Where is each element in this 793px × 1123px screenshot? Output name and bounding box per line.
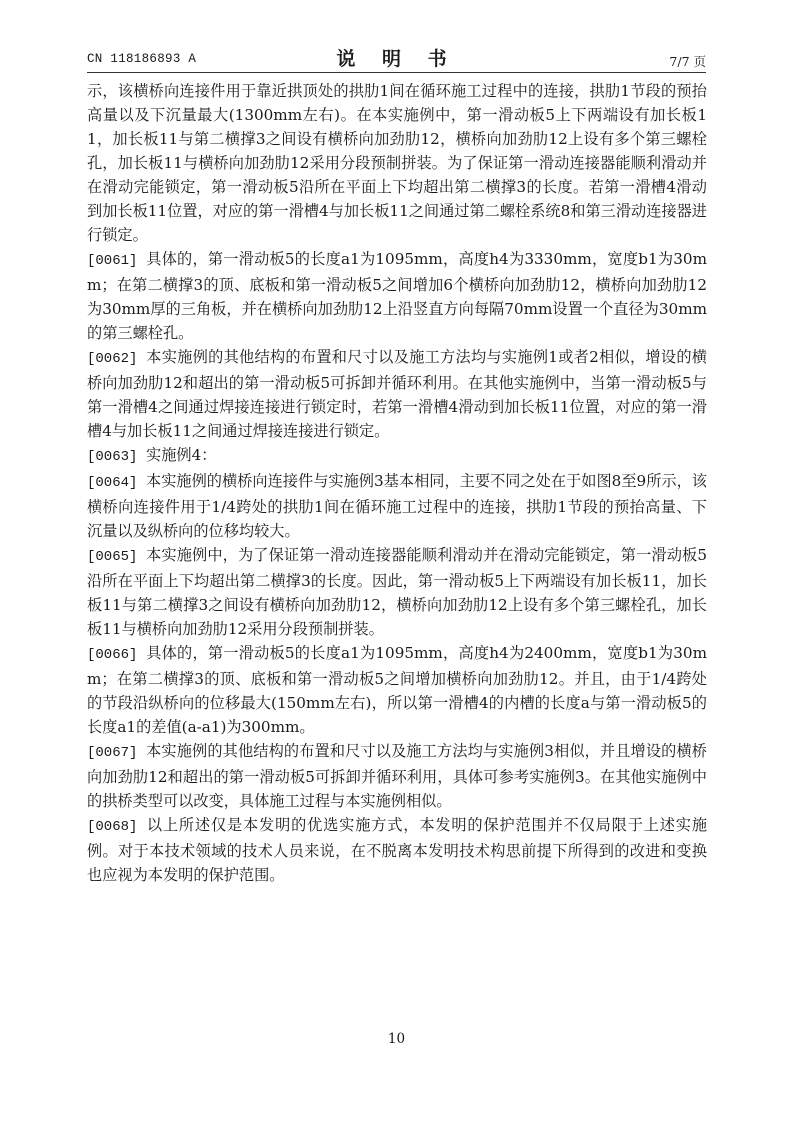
paragraph-text: 本实施例的其他结构的布置和尺寸以及施工方法均与实施例3相似，并且增设的横桥向加劲肋12和超出的第一滑动板5可拆卸并循环利用，具体可参考实施例3。在其他实施例中的拱桥类型可以改变，具体施工过程与本实施例相似。 — [87, 742, 707, 810]
paragraph — [87, 469, 707, 543]
paragraph — [87, 345, 707, 443]
paragraph — [87, 739, 707, 813]
page-number: 10 — [387, 1031, 406, 1047]
paragraph-text: 本实施例的其他结构的布置和尺寸以及施工方法均与实施例1或者2相似，增设的横桥向加劲肋12和超出的第一滑动板5可拆卸并循环利用。在其他实施例中，当第一滑动板5与第一滑槽4之间通过焊接连接进行锁定时，若第一滑槽4滑动到加长板11位置，对应的第一滑槽4与加长板11之间通过焊接连接进行锁定。 — [87, 348, 707, 440]
paragraph-text: 本实施例中，为了保证第一滑动连接器能顺利滑动并在滑动完能锁定，第一滑动板5沿所在平面上下均超出第二横撑3的长度。因此，第一滑动板5上下两端设有加长板11，加长板11与第二横撑3之间设有横桥向加劲肋12，横桥向加劲肋12上设有多个第三螺栓孔，加长板11与横桥向加劲肋12采用分段预制拼装。 — [87, 546, 707, 638]
paragraph-text: 具体的，第一滑动板5的长度a1为1095mm，高度h4为3330mm，宽度b1为30mm；在第二横撑3的顶、底板和第一滑动板5之间增加6个横桥向加劲肋12，横桥向加劲肋12为30mm厚的三角板，并在横桥向加劲肋12上沿竖直方向每隔70mm设置一个直径为30mm的第三螺栓孔。 — [87, 250, 707, 342]
paragraph-number: [0063] — [87, 449, 138, 465]
header-rule — [87, 72, 706, 73]
paragraph-text: 实施例4： — [146, 446, 217, 464]
paragraph-number: [0067] — [87, 745, 138, 761]
paragraph-text: 以上所述仅是本发明的优选实施方式，本发明的保护范围并不仅局限于上述实施例。对于本技术领域的技术人员来说，在不脱离本发明技术构思前提下所得到的改进和变换也应视为本发明的保护范围。 — [87, 816, 707, 884]
document-body — [87, 79, 707, 887]
patent-number: CN 118186893 A — [87, 52, 197, 66]
paragraph — [87, 641, 707, 739]
paragraph-text: 具体的，第一滑动板5的长度a1为1095mm，高度h4为2400mm，宽度b1为30mm；在第二横撑3的顶、底板和第一滑动板5之间增加横桥向加劲肋12。并且，由于1/4跨处的节段沿纵桥向的位移最大(150mm左右)，所以第一滑槽4的内槽的长度a与第一滑动板5的长度a1的差值(a-a1)为300mm。 — [87, 644, 707, 736]
paragraph-number: [0064] — [87, 475, 138, 491]
paragraph-number: [0062] — [87, 351, 138, 367]
paragraph — [87, 543, 707, 641]
paragraph-number: [0065] — [87, 549, 138, 565]
page-indicator: 7/7 页 — [669, 54, 706, 69]
continuation-paragraph: 示，该横桥向连接件用于靠近拱顶处的拱肋1间在循环施工过程中的连接，拱肋1节段的预抬高量以及下沉量最大(1300mm左右)。在本实施例中，第一滑动板5上下两端设有加长板11，加长板11与第二横撑3之间设有横桥向加劲肋12，横桥向加劲肋12上设有多个第三螺栓孔，加长板11与横桥向加劲肋12采用分段预制拼装。为了保证第一滑动连接器能顺利滑动并在滑动完能锁定，第一滑动板5沿所在平面上下均超出第二横撑3的长度。若第一滑槽4滑动到加长板11位置，对应的第一滑槽4与加长板11之间通过第二螺栓系统8和第三滑动连接器进行锁定。 — [87, 82, 707, 244]
paragraph-number: [0066] — [87, 647, 138, 663]
paragraph — [87, 813, 707, 887]
paragraph — [87, 443, 707, 469]
paragraph — [87, 247, 707, 345]
page-header — [87, 44, 706, 70]
paragraph-text: 本实施例的横桥向连接件与实施例3基本相同，主要不同之处在于如图8至9所示，该横桥向连接件用于1/4跨处的拱肋1间在循环施工过程中的连接，拱肋1节段的预抬高量、下沉量以及纵桥向的位移均较大。 — [87, 472, 707, 540]
document-title: 说 明 书 — [336, 48, 457, 70]
paragraph-number: [0061] — [87, 253, 138, 269]
paragraph-number: [0068] — [87, 819, 138, 835]
